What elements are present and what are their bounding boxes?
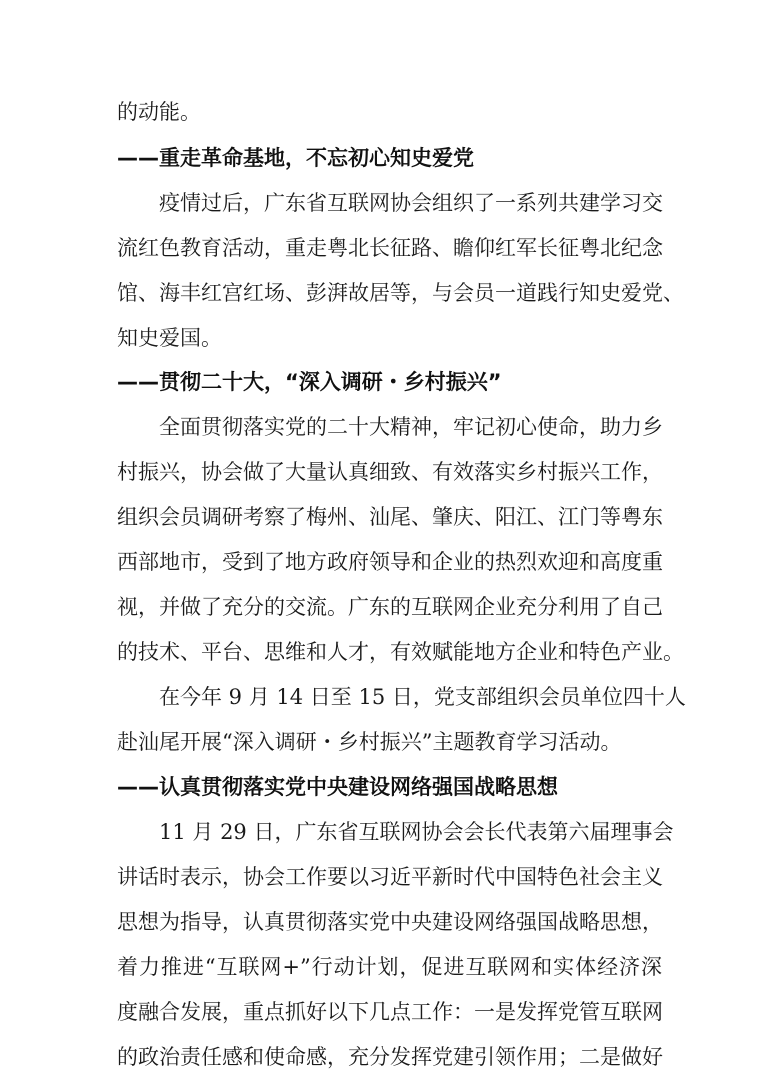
paragraph-line: 的动能。 [117, 100, 201, 124]
section-heading: ——贯彻二十大，“深入调研・乡村振兴” [117, 370, 502, 394]
paragraph-line: 度融合发展，重点抓好以下几点工作：一是发挥党管互联网 [117, 1000, 663, 1024]
paragraph-line: 知史爱国。 [117, 326, 222, 350]
paragraph-line: 着力推进“互联网+”行动计划，促进互联网和实体经济深 [117, 955, 662, 979]
paragraph-line: 在今年 9 月 14 日至 15 日，党支部组织会员单位四十人 [159, 685, 686, 709]
paragraph-line: 的政治责任感和使命感，充分发挥党建引领作用；二是做好 [117, 1045, 663, 1069]
paragraph-line: 全面贯彻落实党的二十大精神，牢记初心使命，助力乡 [159, 415, 663, 439]
paragraph-line: 的技术、平台、思维和人才，有效赋能地方企业和特色产业。 [117, 640, 684, 664]
paragraph-line: 组织会员调研考察了梅州、汕尾、肇庆、阳江、江门等粤东 [117, 505, 663, 529]
paragraph-line: 疫情过后，广东省互联网协会组织了一系列共建学习交 [159, 191, 663, 215]
paragraph-line: 赴汕尾开展“深入调研・乡村振兴”主题教育学习活动。 [117, 730, 622, 754]
paragraph-line: 思想为指导，认真贯彻落实党中央建设网络强国战略思想， [117, 910, 663, 934]
section-heading: ——认真贯彻落实党中央建设网络强国战略思想 [117, 775, 558, 799]
paragraph-line: 11 月 29 日，广东省互联网协会会长代表第六届理事会 [159, 820, 674, 844]
paragraph-line: 视，并做了充分的交流。广东的互联网企业充分利用了自己 [117, 595, 663, 619]
paragraph-line: 流红色教育活动，重走粤北长征路、瞻仰红军长征粤北纪念 [117, 236, 663, 260]
paragraph-line: 西部地市，受到了地方政府领导和企业的热烈欢迎和高度重 [117, 550, 663, 574]
paragraph-line: 讲话时表示，协会工作要以习近平新时代中国特色社会主义 [117, 865, 663, 889]
paragraph-line: 馆、海丰红宫红场、彭湃故居等，与会员一道践行知史爱党、 [117, 281, 684, 305]
paragraph-line: 村振兴，协会做了大量认真细致、有效落实乡村振兴工作， [117, 460, 663, 484]
section-heading: ——重走革命基地，不忘初心知史爱党 [117, 146, 474, 170]
